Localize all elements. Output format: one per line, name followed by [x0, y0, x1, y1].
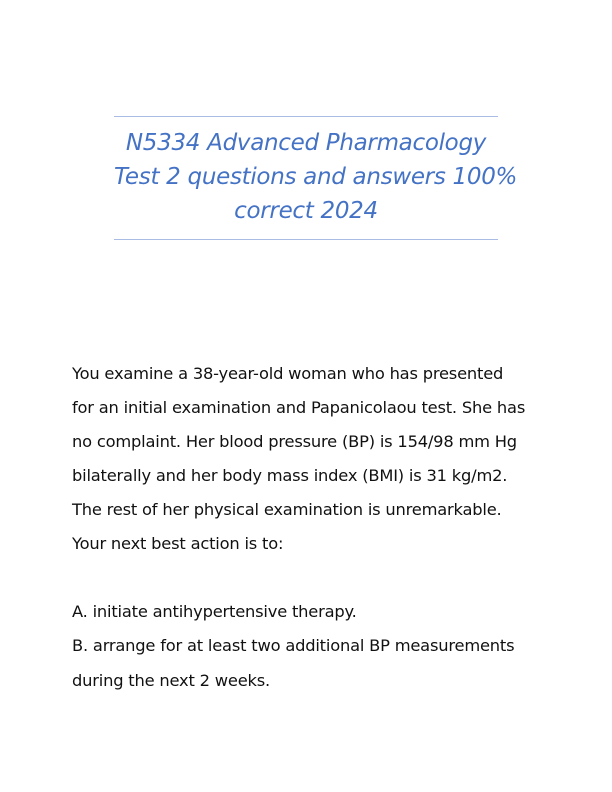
question-line-1: You examine a 38-year-old woman who has presented — [72, 364, 504, 383]
option-a: A. initiate antihypertensive therapy. — [72, 602, 357, 621]
option-b: B. arrange for at least two additional BP measurements — [72, 636, 515, 655]
question-line-6: Your next best action is to: — [72, 534, 284, 553]
question-line-4: bilaterally and her body mass index (BMI) is 31 kg/m2. — [72, 466, 508, 485]
title-bottom-rule — [114, 239, 498, 240]
title-top-rule — [114, 116, 498, 117]
title-block — [114, 116, 518, 240]
question-line-2: for an initial examination and Papanicolaou test. She has — [72, 398, 526, 417]
title-line-1: N5334 Advanced Pharmacology — [125, 130, 487, 156]
option-b-continued: during the next 2 weeks. — [72, 671, 271, 690]
question-line-5: The rest of her physical examination is unremarkable. — [72, 500, 502, 519]
question-line-3: no complaint. Her blood pressure (BP) is 154/98 mm Hg — [72, 432, 517, 451]
title-line-2: Test 2 questions and answers 100% — [114, 164, 518, 190]
title-line-3: correct 2024 — [234, 198, 378, 224]
